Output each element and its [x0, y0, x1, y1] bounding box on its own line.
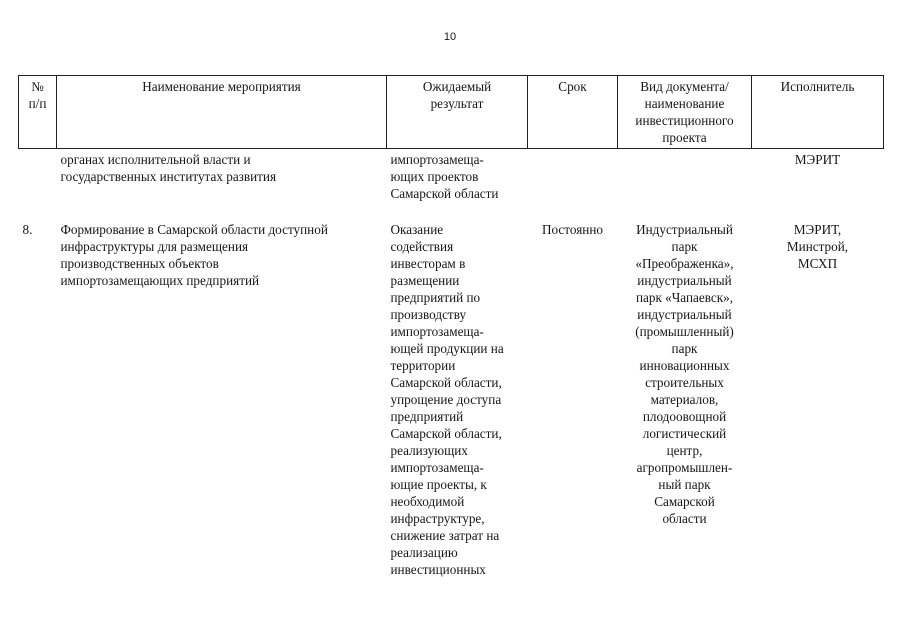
row-spacer: [19, 202, 884, 221]
cell-line: предприятий по: [390, 290, 481, 305]
cell-line: плодоовощной: [642, 409, 727, 424]
cell-line: импортозамещающих предприятий: [60, 273, 260, 288]
cell-line: Исполнитель: [780, 79, 855, 94]
cell-line: МЭРИТ: [794, 152, 841, 167]
cell-line: парк «Чапаевск»,: [635, 290, 734, 305]
cell-exec: [752, 221, 884, 578]
cell-line: содействия: [390, 239, 454, 254]
cell-line: производственных объектов: [60, 256, 219, 271]
cell-line: логистический: [642, 426, 727, 441]
cell-line: (промышленный): [635, 324, 734, 339]
cell-line: инфраструктуры для размещения: [60, 239, 249, 254]
cell-line: Ожидаемый: [422, 79, 492, 94]
cell-line: импортозамеща-: [390, 152, 484, 167]
cell-line: производству: [390, 307, 467, 322]
cell-line: инвестиционных: [390, 562, 486, 577]
cell-line: необходимой: [390, 494, 465, 509]
cell-line: строительных: [645, 375, 724, 390]
cell-line: Срок: [558, 79, 587, 94]
cell-line: Формирование в Самарской области доступной: [60, 222, 328, 237]
cell-line: реализующих: [390, 443, 468, 458]
header-exec: [752, 76, 884, 149]
cell-line: п/п: [28, 96, 47, 111]
cell-line: наименование: [644, 96, 725, 111]
cell-name: [57, 149, 387, 203]
cell-doc: [618, 149, 752, 203]
cell-line: парк: [671, 239, 698, 254]
cell-line: индустриальный: [637, 273, 732, 288]
cell-line: 8.: [22, 222, 33, 237]
cell-exec: [752, 149, 884, 203]
cell-line: №: [31, 79, 44, 94]
cell-num: [19, 221, 57, 578]
cell-line: ющей продукции на: [390, 341, 504, 356]
cell-line: Самарской области,: [390, 375, 502, 390]
cell-line: инфраструктуре,: [390, 511, 485, 526]
cell-term: [528, 221, 618, 578]
cell-line: снижение затрат на: [390, 528, 500, 543]
cell-line: ющие проекты, к: [390, 477, 487, 492]
cell-line: реализацию: [390, 545, 458, 560]
cell-line: органах исполнительной власти и: [60, 152, 251, 167]
cell-result: [387, 149, 528, 203]
cell-line: импортозамеща-: [390, 324, 484, 339]
cell-result: [387, 221, 528, 578]
cell-line: предприятий: [390, 409, 464, 424]
cell-line: индустриальный: [637, 307, 732, 322]
cell-line: центр,: [666, 443, 703, 458]
cell-line: территории: [390, 358, 456, 373]
cell-line: Индустриальный: [636, 222, 733, 237]
header-doc: [618, 76, 752, 149]
cell-line: упрощение доступа: [390, 392, 502, 407]
cell-num: [19, 149, 57, 203]
header-num: [19, 76, 57, 149]
cell-line: области: [662, 511, 707, 526]
cell-term: [528, 149, 618, 203]
header-result: [387, 76, 528, 149]
cell-line: Вид документа/: [640, 79, 729, 94]
cell-line: МЭРИТ,: [793, 222, 842, 237]
table-row-8: [19, 221, 884, 578]
cell-line: результат: [430, 96, 484, 111]
cell-line: ющих проектов: [390, 169, 479, 184]
measures-table: [18, 75, 884, 578]
cell-line: Самарской: [654, 494, 715, 509]
cell-line: проекта: [662, 130, 707, 145]
table-row-continuation: [19, 149, 884, 203]
cell-line: Самарской области: [390, 186, 499, 201]
cell-line: Постоянно: [541, 222, 603, 237]
header-term: [528, 76, 618, 149]
cell-name: [57, 221, 387, 578]
cell-line: Наименование мероприятия: [142, 79, 301, 94]
cell-line: «Преображенка»,: [635, 256, 734, 271]
cell-line: государственных институтах развития: [60, 169, 277, 184]
header-name: [57, 76, 387, 149]
cell-line: МСХП: [797, 256, 838, 271]
cell-line: Оказание: [390, 222, 444, 237]
cell-line: импортозамеща-: [390, 460, 484, 475]
table-header-row: [19, 76, 884, 149]
cell-line: ный парк: [658, 477, 711, 492]
cell-line: инвестиционного: [635, 113, 734, 128]
cell-line: агропромышлен-: [636, 460, 733, 475]
cell-line: инвесторам в: [390, 256, 466, 271]
page-number: 10: [443, 31, 457, 43]
cell-line: размещении: [390, 273, 460, 288]
cell-line: инновационных: [639, 358, 730, 373]
cell-line: парк: [671, 341, 698, 356]
cell-line: Самарской области,: [390, 426, 502, 441]
cell-line: Минстрой,: [786, 239, 849, 254]
cell-doc: [618, 221, 752, 578]
cell-line: материалов,: [650, 392, 719, 407]
